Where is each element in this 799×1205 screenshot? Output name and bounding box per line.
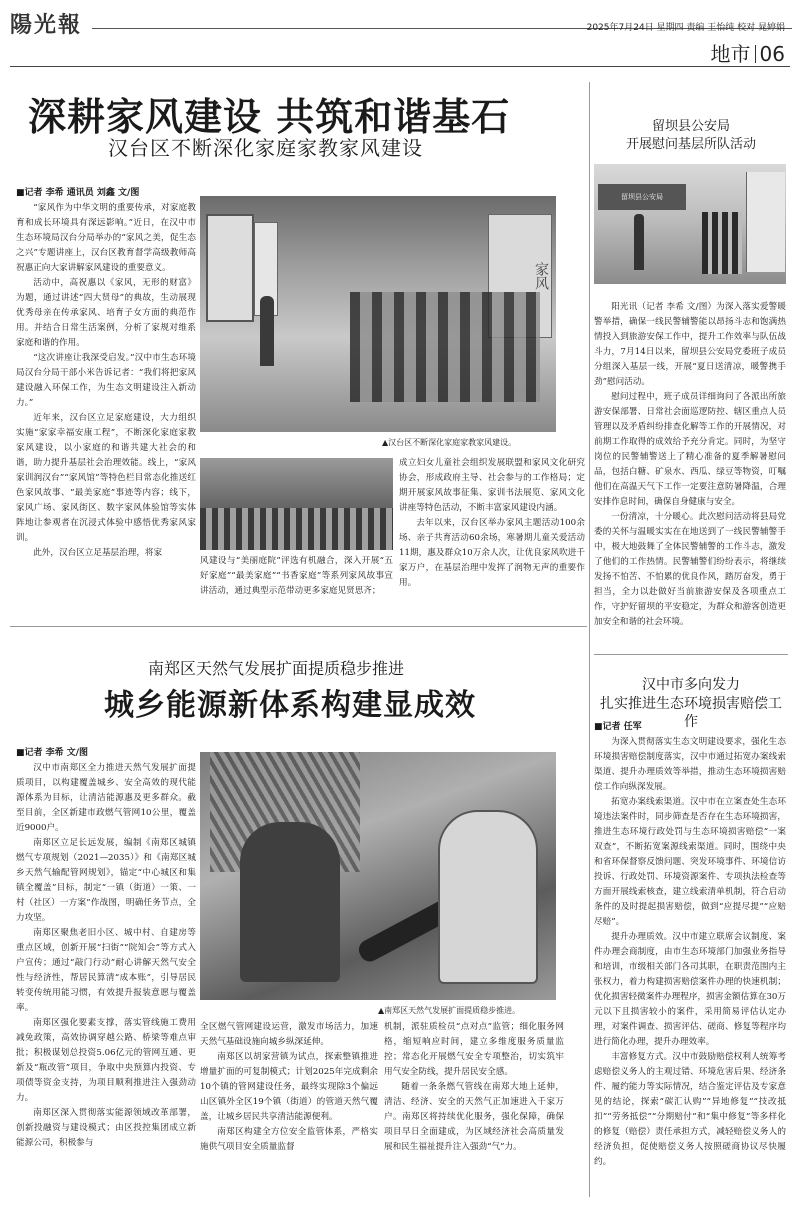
side-a-paragraph: 阳光讯（记者 李希 文/图）为深入落实爱警暖警举措，确保一线民警辅警能以昂扬斗志和饱满热情投入到旅游安保工作中，提升工作效率与队伍战斗力，7月14日以来，留坝县公安局党委班子成员分组深入基层一线，开展“夏日送清凉，暖警携手劲”慰问活动。	[594, 302, 786, 387]
lead-paragraph: 活动中，高祝惠以《家风，无形的财富》为题，通过讲述“四大贤母”的典故，生动展现优秀母亲在传承家风、培育子女方面的典范作用。并结合日常生活案例，分析了家规对维系家庭和谐的作用。	[16, 278, 196, 348]
second-paragraph: 南郑区立足长远发展，编制《南郑区城镇燃气专项规划（2021—2035）》和《南郑区城乡天然气输配管网规划》，锚定“中心城区和集镇全覆盖”目标，制定“一镇（街道）一策、一村（社区）一方案”作战图，明确任务节点，全力攻坚。	[16, 838, 196, 923]
audience-figures	[350, 292, 540, 402]
lead-paragraph: 风建设与“美丽庭院”评选有机融合，深入开展“五好家庭”“最美家庭”“书香家庭”等系列家风故事宣讲活动，通过典型示范带动更多家庭见贤思齐；	[200, 556, 393, 596]
page-number: 06	[759, 42, 785, 66]
lead-paragraph: “家风作为中华文明的重要传承，对家庭教育和成长环境具有深远影响。”近日，在汉中市生态环境局汉台分局举办的“家风之美，促生态之兴”专题讲座上，汉台区教育督学高级教师高祝惠正向大家讲解家风建设的重要意义。	[16, 203, 196, 273]
side-b-headline-1: 汉中市多向发力	[642, 677, 740, 693]
lead-column-1	[16, 186, 196, 618]
section-rule	[10, 626, 587, 627]
second-paragraph: 南郑区以胡家营镇为试点，探索整镇推进增量扩面的可复制模式；计划2025年完成剩余10个镇的管网建设任务，最终实现除3个偏远山区镇外全区19个镇（街道）的管道天然气覆盖，让城乡居民共享清洁能源便利。	[200, 1052, 378, 1122]
worker-figure-right	[438, 810, 538, 984]
second-column-1	[16, 746, 196, 1198]
side-a-paragraph: 一份清凉，十分暖心。此次慰问活动将县局党委的关怀与温暖实实在在地送到了一线民警辅警手中，极大地鼓舞了全体民警辅警的工作斗志，激发了他们的工作热情。民警辅警们纷纷表示，将继续发扬不怕苦、不怕累的优良作风，踏厉奋发，勇于担当，全力以赴做好当前旅游安保及各项重点工作，守护好留坝的平安稳定，为群众和游客创造更加安全和谐的社会环境。	[594, 512, 786, 627]
speaker-figure	[260, 296, 274, 366]
lead-column-3	[399, 456, 585, 618]
lead-paragraph: 去年以来，汉台区举办家风主题活动100余场、亲子共育活动60余场，寒暑期儿童关爱活动11期，惠及群众10万余人次，让优良家风吹进千家万户，在基层治理中发挥了润物无声的重要作用。	[399, 518, 585, 588]
officer-group-figures	[702, 212, 742, 274]
section-name: 地市	[710, 42, 751, 66]
side-b-byline: ■记者 任军	[594, 722, 642, 732]
masthead-logo: 陽光報	[10, 12, 83, 38]
second-paragraph: 南郑区强化要素支撑，落实管线施工费用减免政策，高效协调穿越公路、桥梁等难点审批；积极谋划总投资5.06亿元的管网互通、更新及“瓶改管”项目，争取中央预算内投资、专项债等资金支持，为项目顺利推进注入强劲动力。	[16, 1018, 196, 1103]
second-column-2	[200, 1020, 378, 1198]
side-a-photo	[594, 164, 786, 284]
side-b-paragraph: 提升办理质效。汉中市建立联席会议制度、案件办理会商制度，由市生态环境部门加强业务指导和培训，市级相关部门各司其职，在职责范围内主张权力，着力构建损害赔偿案件办理的快速机制；优化损害轻微案件办理程序，损害金额估算在30万元以下且损害较小的案件，采用简易评估认定办理，对案件调查、损害评估、磋商、修复等程序均进行简化办理，提升办理效率。	[594, 932, 786, 1047]
second-paragraph: 全区燃气管网建设运营，激发市场活力，加速天然气基础设施向城乡纵深延伸。	[200, 1022, 378, 1047]
second-paragraph: 南郑区构建全方位安全监管体系，严格实施供气项目安全质量监督	[200, 1127, 378, 1152]
second-column-3	[384, 1020, 564, 1198]
lead-photo-event	[200, 458, 393, 550]
side-a-headline-2: 开展慰问基层所队活动	[625, 137, 756, 152]
crowd-figures	[200, 508, 393, 550]
side-a-headline-1: 留坝县公安局	[651, 119, 730, 134]
building	[746, 172, 785, 272]
lead-headline: 深耕家风建设 共筑和谐基石	[28, 95, 511, 139]
lead-paragraph: 此外，汉台区立足基层治理，将家	[33, 548, 163, 558]
lead-paragraph: 成立妇女儿童社会组织发展联盟和家风文化研究协会，形成政府主导、社会参与的工作格局；定期开展家风故事征集、家训书法展览、家风文化讲座等特色活动，不断丰富家风建设内涵。	[399, 458, 585, 513]
side-b-paragraph: 丰富修复方式。汉中市鼓励赔偿权利人统筹考虑赔偿义务人的主观过错、环境危害后果、经济条件、履约能力等实际情况，结合鉴定评估及专家意见的结论，探索“碳汇认购”“异地修复”“技改抵扣”“劳务抵偿”“分期赔付”和“集中修复”等多样化的修复（赔偿）责任承担方式，减轻赔偿义务人的经济负担，促使赔偿义务人按照磋商协议尽快履约。	[594, 1052, 786, 1167]
second-paragraph: 随着一条条燃气管线在南郑大地上延伸，清洁、经济、安全的天然气正加速进入千家万户。南郑区将持续优化服务，强化保障，确保项目早日全面建成，为区域经济社会高质量发展和民生福祉提升注入强劲“气”力。	[384, 1082, 564, 1152]
second-paragraph: 南郑区聚焦老旧小区、城中村、自建房等重点区域，创新开展“扫街”“院知会”等方式入户宣传；通过“敲门行动”耐心讲解天然气安全性与经济性，帮居民算清“成本账”，引导居民转变传统用能习惯，有效提升报装意愿与覆盖率。	[16, 928, 196, 1013]
lead-column-2	[200, 554, 393, 618]
second-photo-caption: ▲南郑区天然气发展扩面提质稳步推进。	[378, 1006, 521, 1015]
column-rule	[589, 82, 590, 1197]
second-paragraph: 汉中市南郑区全力推进天然气发展扩面提质项目，以构建覆盖城乡、安全高效的现代能源体系为目标，让清洁能源惠及更多群众。截至目前，全区新建市政燃气管网10公里，覆盖近9000户。	[16, 763, 196, 833]
section-label	[711, 38, 785, 67]
second-subhead: 南郑区天然气发展扩面提质稳步推进	[148, 659, 405, 678]
side-b-paragraph: 拓宽办案线索渠道。汉中市在立案查处生态环境违法案件时，同步筛查是否存在生态环境损害，推进生态环境行政处罚与生态环境损害赔偿“一案双查”，不断拓宽案源线索渠道。同时，围绕中央和省环保督察反馈问题、突发环境事件、环境信访投诉、行政处罚、环境资源案件、专项执法检查等方面开展线索核查，建立线索清单机制，符合启动条件的及时提起损害赔偿，做到“应提尽提”“应赔尽赔”。	[594, 797, 786, 927]
second-byline: ■记者 李希 文/图	[16, 748, 89, 758]
second-paragraph: 机制，派驻质检员“点对点”监管；细化服务网格，缩短响应时间，建立多维度服务质量监控；常态化开展燃气安全专项整治，切实筑牢用气安全防线，提升居民安全感。	[384, 1022, 564, 1077]
lead-paragraph: 近年来，汉台区立足家庭建设，大力组织实施“家家幸福安康工程”，不断深化家庭家教家风建设，以小家庭的和谐共建大社会的和谐，助力提升基层社会治理效能。线上，“家风家训润汉台”“家风馆”等特色栏目常态化推送红色家风故事、“最美家庭”事迹等内容；线下，家风广场、家风街区、数字家风体验馆等实体阵地让参观者在沉浸式体验中感悟优秀家风家训。	[16, 413, 196, 543]
dateline: 2025年7月24日 星期四 责编 王怡纯 校对 晁婷娟	[586, 23, 785, 33]
second-photo	[200, 752, 556, 1000]
lead-subhead: 汉台区不断深化家庭家教家风建设	[108, 136, 423, 160]
section-divider	[755, 45, 756, 63]
worker-figure-left	[240, 822, 340, 982]
side-b-body	[594, 720, 786, 1198]
lead-photo-panel	[206, 214, 254, 322]
lead-byline: ■记者 李希 通讯员 刘鑫 文/图	[16, 188, 140, 198]
officer-figure	[634, 214, 644, 270]
lead-paragraph: “这次讲座让我深受启发。”汉中市生态环境局汉台分局干部小米告诉记者：“我们将把家风建设融入环保工作，为生态文明建设注入新动力。”	[16, 353, 196, 408]
lead-photo-sign: 家风	[488, 214, 552, 338]
side-b-headline-2: 扎实推进生态环境损害赔偿工作	[600, 696, 782, 730]
second-headline: 城乡能源新体系构建显成效	[104, 688, 476, 723]
side-a-photo-sign: 留坝县公安局	[598, 184, 686, 210]
side-a-body	[594, 300, 786, 646]
lead-photo-caption: ▲汉台区不断深化家庭家教家风建设。	[382, 438, 517, 447]
second-paragraph: 南郑区深入贯彻落实能源领域改革部署，创新投融资与建设模式；由区投控集团成立新能源公司，积极参与	[16, 1108, 196, 1148]
header-rule	[10, 66, 790, 67]
side-rule	[594, 654, 788, 655]
side-b-paragraph: 为深入贯彻落实生态文明建设要求，强化生态环境损害赔偿制度落实，汉中市通过拓宽办案线索渠道、提升办理质效等举措，推动生态环境损害赔偿工作向纵深发展。	[594, 737, 786, 792]
lead-photo	[200, 196, 556, 432]
side-a-paragraph: 慰问过程中，班子成员详细询问了各派出所旅游安保部署、日常社会面巡逻防控、辖区重点人员管理以及矛盾纠纷排查化解等工作的开展情况，对前期工作取得的成效给予充分肯定。同时，为坚守岗位的民警辅警送上了精心准备的夏季解暑慰问品，包括白糖、矿泉水、西瓜、绿豆等物资，叮嘱他们在高温天气下工作一定要注意防暑降温，合理安排作息时间，确保自身健康与安全。	[594, 392, 786, 507]
